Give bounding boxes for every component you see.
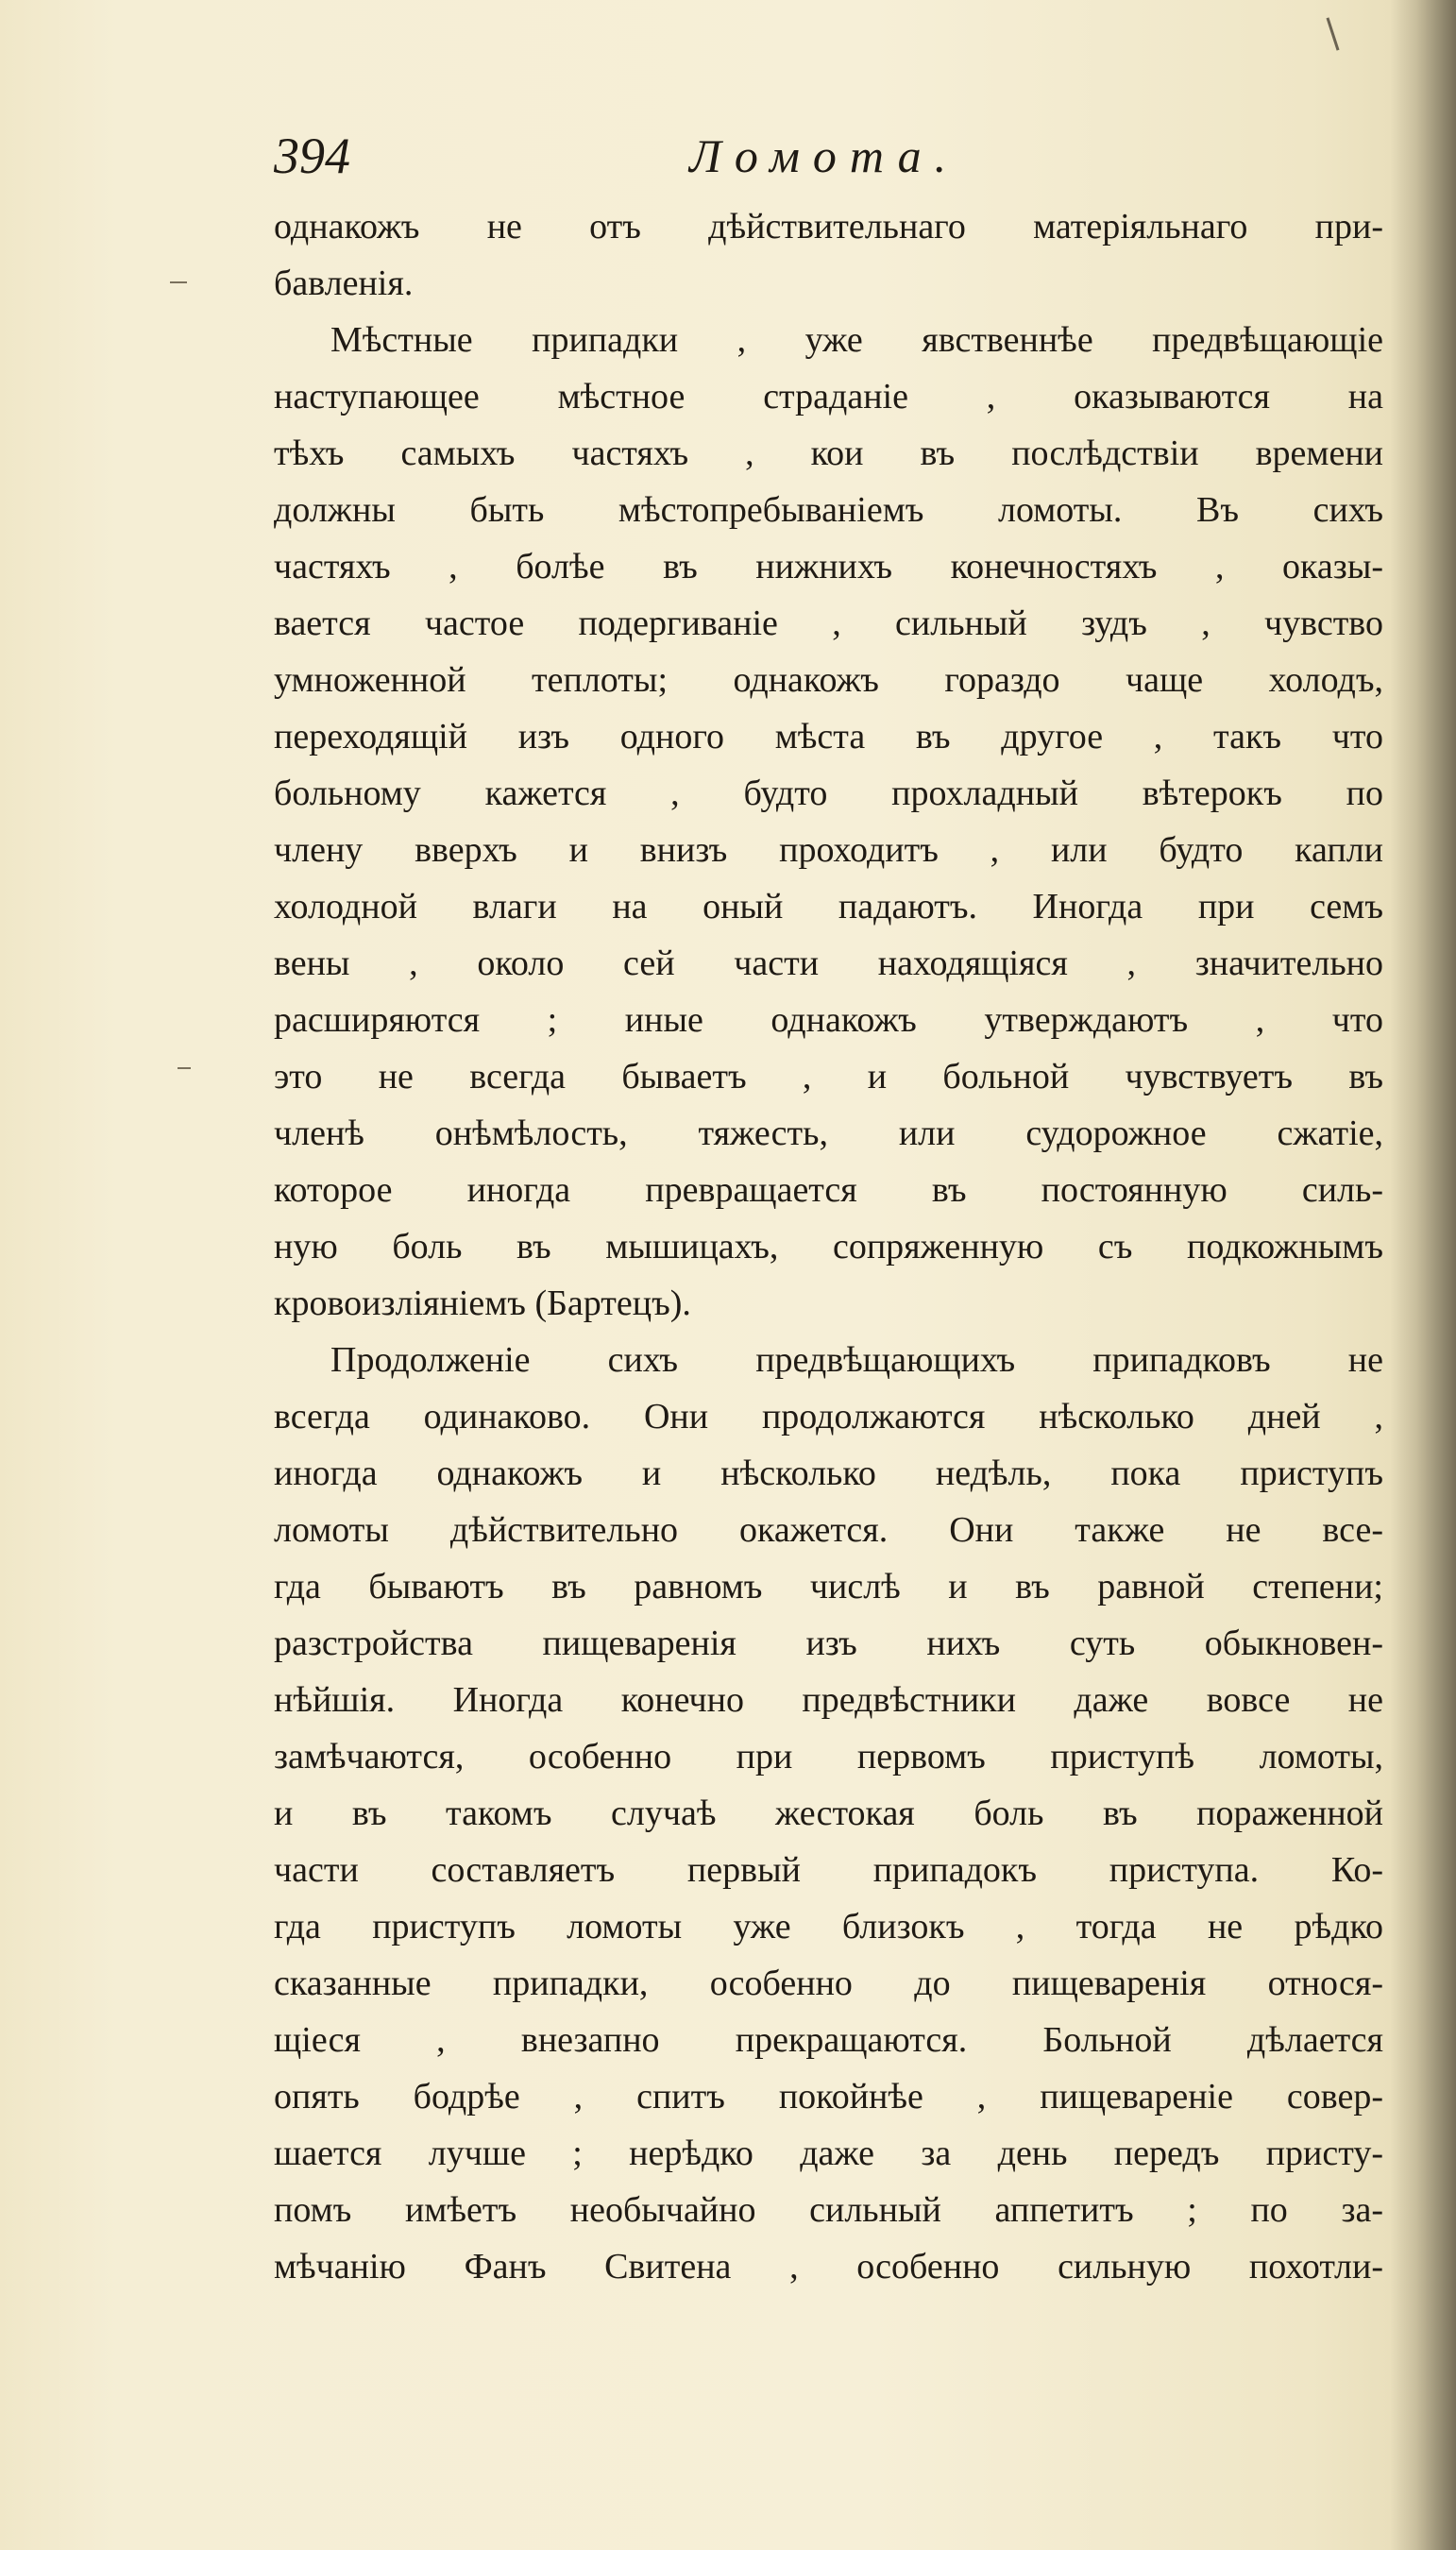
text-line: вены , около сей части находящіяся , значительно: [274, 944, 1383, 983]
text-line: частяхъ , болѣе въ нижнихъ конечностяхъ , оказы-: [274, 547, 1383, 586]
text-line: сказанные припадки, особенно до пищеваренія относя-: [274, 1964, 1383, 2003]
text-line: и въ такомъ случаѣ жестокая боль въ пораженной: [274, 1794, 1383, 1833]
text-line: опять бодрѣе , спитъ покойнѣе , пищевареніе совер-: [274, 2077, 1383, 2116]
text-line: всегда одинаково. Они продолжаются нѣсколько дней ,: [274, 1397, 1383, 1436]
text-line: ную боль въ мышицахъ, сопряженную съ подкожнымъ: [274, 1227, 1383, 1266]
text-line: члену вверхъ и внизъ проходитъ , или будто капли: [274, 830, 1383, 870]
binding-shadow: [1390, 0, 1456, 2550]
text-line: нѣйшія. Иногда конечно предвѣстники даже вовсе не: [274, 1680, 1383, 1720]
page-number: 394: [274, 128, 350, 184]
text-line: гда бываютъ въ равномъ числѣ и въ равной степени;: [274, 1567, 1383, 1606]
text-line: шается лучше ; нерѣдко даже за день передъ присту-: [274, 2134, 1383, 2173]
text-line: части составляетъ первый припадокъ приступа. Ко-: [274, 1850, 1383, 1890]
text-line: Продолженіе сихъ предвѣщающихъ припадковъ не: [330, 1340, 1383, 1380]
margin-mark: [170, 281, 187, 283]
body-text: [274, 198, 1383, 2295]
text-line: помъ имѣетъ необычайно сильный аппетитъ ; по за-: [274, 2190, 1383, 2230]
running-title: Ломота.: [689, 129, 960, 182]
text-line: наступающее мѣстное страданіе , оказываются на: [274, 377, 1383, 416]
text-line: переходящій изъ одного мѣста въ другое , такъ что: [274, 717, 1383, 756]
text-line: расширяются ; иные однакожъ утверждаютъ , что: [274, 1000, 1383, 1040]
text-line: щіеся , внезапно прекращаются. Больной дѣлается: [274, 2020, 1383, 2060]
text-line: Мѣстные припадки , уже явственнѣе предвѣщающіе: [330, 320, 1383, 360]
text-line: тѣхъ самыхъ частяхъ , кои въ послѣдствіи времени: [274, 434, 1383, 473]
text-line: которое иногда превращается въ постоянную силь-: [274, 1170, 1383, 1210]
text-line: замѣчаются, особенно при первомъ приступѣ ломоты,: [274, 1737, 1383, 1776]
text-line: кровоизліяніемъ (Бартецъ).: [274, 1284, 691, 1323]
text-line: разстройства пищеваренія изъ нихъ суть обыкновен-: [274, 1624, 1383, 1663]
text-line: это не всегда бываетъ , и больной чувствуетъ въ: [274, 1057, 1383, 1096]
text-line: должны быть мѣстопребываніемъ ломоты. Въ сихъ: [274, 490, 1383, 530]
margin-mark: [1327, 17, 1340, 50]
text-line: больному кажется , будто прохладный вѣтерокъ по: [274, 774, 1383, 813]
text-line: умноженной теплоты; однакожъ гораздо чаще холодъ,: [274, 660, 1383, 700]
text-line: бавленія.: [274, 264, 414, 303]
text-line: однакожъ не отъ дѣйствительнаго матеріяльнаго при-: [274, 207, 1383, 246]
page-header: [274, 123, 1388, 189]
text-line: членѣ онѣмѣлость, тяжесть, или судорожное сжатіе,: [274, 1114, 1383, 1153]
text-line: гда приступъ ломоты уже близокъ , тогда не рѣдко: [274, 1907, 1383, 1946]
text-line: мѣчанію Фанъ Свитена , особенно сильную похотли-: [274, 2247, 1383, 2286]
text-line: иногда однакожъ и нѣсколько недѣль, пока приступъ: [274, 1454, 1383, 1493]
margin-mark: [178, 1067, 191, 1069]
text-line: холодной влаги на оный падаютъ. Иногда при семъ: [274, 887, 1383, 926]
text-line: вается частое подергиваніе , сильный зудъ , чувство: [274, 604, 1383, 643]
text-line: ломоты дѣйствительно окажется. Они также не все-: [274, 1510, 1383, 1550]
